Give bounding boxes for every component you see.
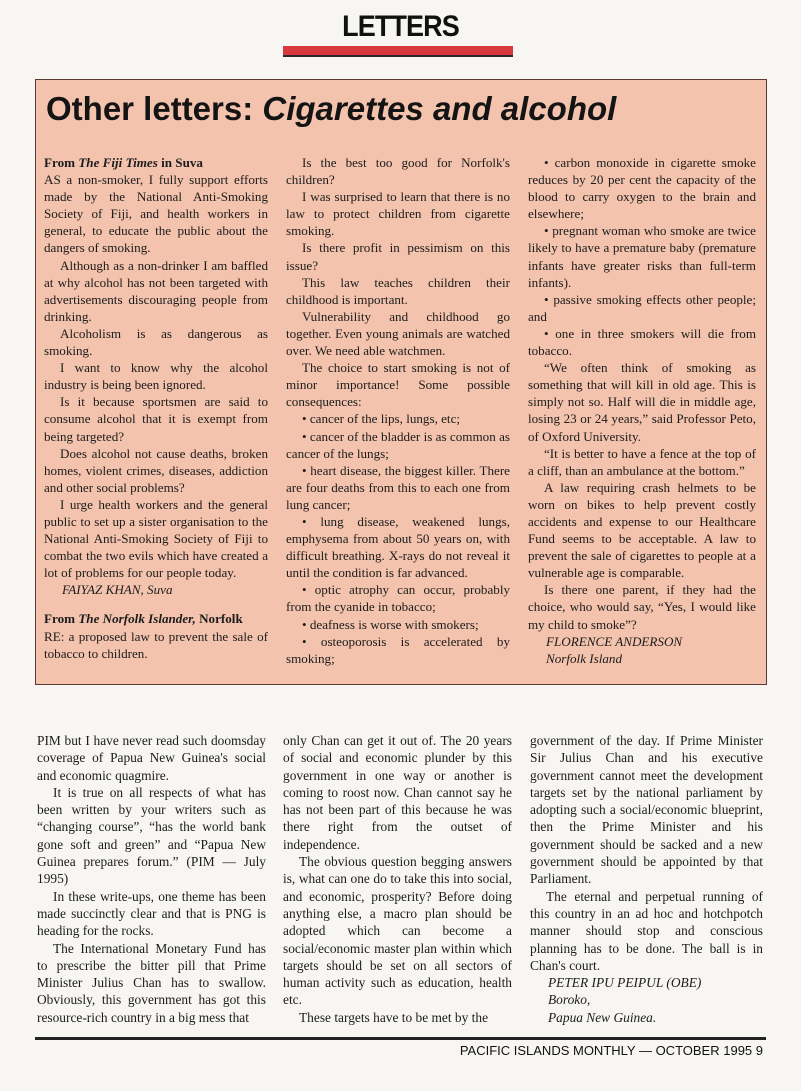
bullet-item: • osteoporosis is accelerated by smoking; [286, 633, 510, 666]
paragraph: only Chan can get it out of. The 20 years of social and economic plunder by this government in one way or another is coming to roost now. Chan cannot say he has not been part of this because he was there right from the outset of independence. [283, 733, 512, 852]
letter1-from-paper: The Fiji Times [78, 155, 158, 170]
bullet-item: • pregnant woman who smoke are twice likely to have a premature baby (premature infants have greater risks than full-term infants). [528, 223, 756, 290]
bullet-item: • heart disease, the biggest killer. There are four deaths from this to each one from lung cancer; [286, 462, 510, 512]
box-column-3 [528, 154, 756, 667]
header-rule [283, 46, 513, 57]
bullet-item: • one in three smokers will die from tobacco. [528, 325, 756, 359]
box-title-plain: Other letters: [46, 90, 263, 127]
paragraph: Does alcohol not cause deaths, broken homes, violent crimes, diseases, addiction and other social problems? [44, 445, 268, 495]
paragraph: This law teaches children their childhood is important. [286, 274, 510, 307]
paragraph: The obvious question begging answers is, what can one do to take this into social, and economic, prosperity? Before doing anything else, a macro plan should be adopted which can become a social/economic master plan within which targets should be set on all sectors of human activity such as education, health etc. [283, 854, 512, 1008]
lower-column-1 [37, 732, 266, 1026]
box-column-1 [44, 154, 268, 662]
page-footer: PACIFIC ISLANDS MONTHLY — OCTOBER 1995 9 [459, 1043, 763, 1058]
paragraph: In these write-ups, one theme has been made succinctly clear and that is PNG is heading for the rocks. [37, 888, 266, 939]
letter2-from-prefix: From [44, 611, 79, 627]
lower-column-2 [283, 732, 512, 1026]
letter2-signature-name: FLORENCE ANDERSON [546, 633, 683, 649]
paragraph: Is it because sportsmen are said to consume alcohol that it is exempt from being targeted? [44, 394, 268, 444]
paragraph: Vulnerability and childhood go together. Even young animals are watched over. We need able watchmen. [286, 308, 510, 359]
letter1-from-prefix: From [44, 155, 79, 170]
letter2-from-suffix: Norfolk [195, 611, 243, 627]
paragraph: The choice to start smoking is not of minor importance! Some possible consequences: [286, 360, 510, 410]
letter1-from-suffix: in Suva [157, 155, 203, 170]
paragraph: A law requiring crash helmets to be worn on bikes to help prevent costly accidents and expense to our Healthcare Fund seems to be acceptable. A law to prevent the sale of cigarettes to people at a vulnerable age is comparable. [528, 479, 756, 581]
letter2-from [44, 610, 268, 627]
bullet-item: • optic atrophy can occur, probably from the cyanide in tobacco; [286, 582, 510, 615]
paragraph: The International Monetary Fund has to prescribe the bitter pill that Prime Minister Julius Chan has to swallow. Obviously, this government has got this resource-rich country in a big mess that [37, 940, 266, 1025]
paragraph: government of the day. If Prime Minister Sir Julius Chan and his executive government cannot meet the development targets set by the national parliament by adopting such a social/economic blueprint, then the Prime Minister and his government should be sacked and a new government should be appointed by that Parliament. [530, 733, 763, 887]
section-header: LETTERS [342, 10, 459, 43]
paragraph: Alcoholism is as dangerous as smoking. [44, 325, 268, 359]
bullet-item: • cancer of the bladder is as common as cancer of the lungs; [286, 428, 510, 461]
paragraph: The eternal and perpetual running of this country in an ad hoc and hotchpotch manner should stop and conscious planning has to be done. The ball is in Chan's court. [530, 888, 763, 973]
lower-signature-place: Boroko, [548, 992, 591, 1008]
lower-signature-country: Papua New Guinea. [548, 1009, 657, 1025]
letter1-signature: FAIYAZ KHAN, Suva [62, 582, 173, 598]
bullet-item: • lung disease, weakened lungs, emphysema from about 50 years on, with difficult breathing. X-rays do not reveal it until the condition is far advanced. [286, 513, 510, 581]
letter1-from [44, 154, 268, 171]
lower-column-3 [530, 732, 763, 1026]
letters-box [35, 79, 767, 685]
paragraph: Although as a non-drinker I am baffled at why alcohol has not been targeted with advertisements discouraging people from drinking. [44, 257, 268, 324]
paragraph: Is the best too good for Norfolk's children? [286, 155, 510, 188]
footer-rule [35, 1037, 766, 1040]
paragraph: It is true on all respects of what has been written by your writers such as “changing course”, “has the world bank gone soft and green” and “Papua New Guinea prepares forum.” (PIM — July 1995) [37, 784, 266, 887]
paragraph: AS a non-smoker, I fully support efforts made by the National Anti-Smoking Society of Fiji, and health workers in general, to educate the public about the dangers of smoking. [44, 172, 268, 256]
paragraph: RE: a proposed law to prevent the sale of tobacco to children. [44, 628, 268, 661]
letter2-signature-place: Norfolk Island [546, 650, 623, 666]
paragraph: These targets have to be met by the [299, 1009, 489, 1025]
bullet-item: • cancer of the lips, lungs, etc; [302, 411, 461, 427]
bullet-item: • passive smoking effects other people; and [528, 291, 756, 324]
box-title-italic: Cigarettes and alcohol [262, 90, 617, 127]
box-column-2 [286, 154, 510, 667]
box-title [46, 90, 616, 128]
paragraph: Is there profit in pessimism on this issue? [286, 240, 510, 273]
paragraph: “It is better to have a fence at the top of a cliff, than an ambulance at the bottom.” [528, 445, 756, 478]
paragraph: I was surprised to learn that there is no law to protect children from cigarette smoking. [286, 189, 510, 239]
bullet-item: • deafness is worse with smokers; [302, 616, 479, 632]
paragraph: “We often think of smoking as something that will kill in old age. This is simply not so. Half will die in middle age, losing 23 or 24 years,” said Professor Peto, of Oxford University. [528, 360, 756, 444]
letter2-from-paper: The Norfolk Islander, [78, 611, 196, 627]
paragraph: I urge health workers and the general public to set up a sister organisation to the National Anti-Smoking Society of Fiji to combat the two evils which have created a lot of problems for our people today. [44, 496, 268, 581]
bullet-item: • carbon monoxide in cigarette smoke reduces by 20 per cent the capacity of the blood to carry oxygen to the brain and elsewhere; [528, 155, 756, 222]
lower-signature-name: PETER IPU PEIPUL (OBE) [548, 975, 702, 991]
paragraph: I want to know why the alcohol industry is being been ignored. [44, 360, 268, 393]
paragraph: Is there one parent, if they had the choice, who would say, “Yes, I would like my child to smoke”? [528, 582, 756, 632]
paragraph: PIM but I have never read such doomsday coverage of Papua New Guinea's social and economic quagmire. [37, 733, 266, 783]
